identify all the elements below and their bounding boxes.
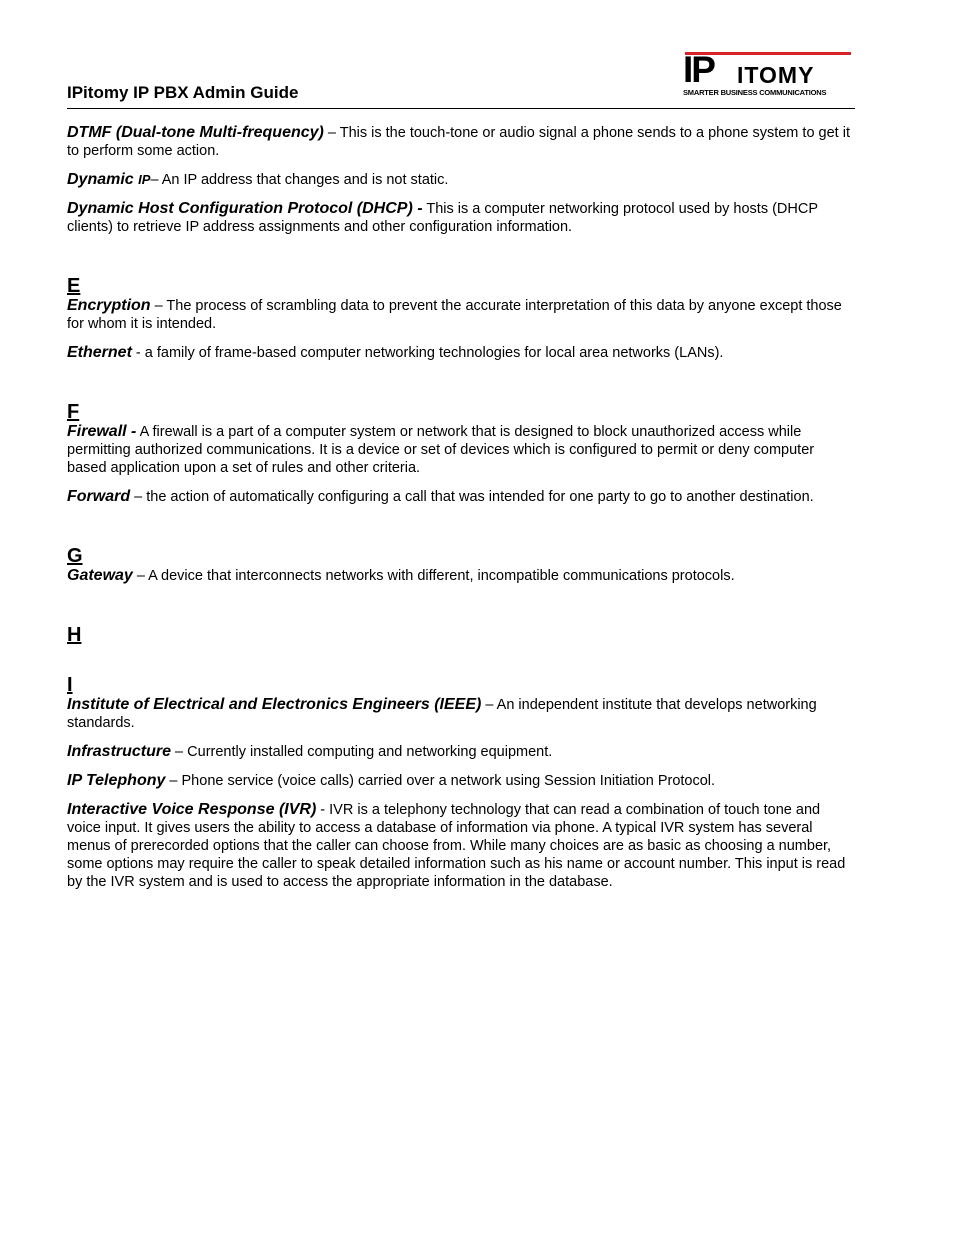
glossary-definition: An IP address that changes and is not static. (161, 172, 449, 188)
glossary-term: Ethernet (67, 344, 132, 361)
page-header (67, 48, 855, 109)
logo-itomy-text: ITOMY (737, 62, 815, 88)
section-letter-f: F (67, 401, 80, 423)
section-letter-h: H (67, 624, 82, 646)
glossary-definition: a family of frame-based computer networking technologies for local area networks (LANs). (144, 345, 724, 361)
glossary-definition: IVR is a telephony technology that can read a combination of touch tone and voice input. It gives users the ability to access a database of information via phone. A typical IVR system has several menus of prerecorded options that the caller can choose from. While many choices are as basic as choosing a number, some options may require the caller to speak detailed information such as his name or account number. This input is read by the IVR system and is used to access the appropriate information in the database. (67, 802, 846, 890)
glossary-term: Interactive Voice Response (IVR) (67, 801, 317, 818)
glossary-entry-ethernet: Ethernet - a family of frame-based computer networking technologies for local area networks (LANs). (67, 344, 724, 361)
glossary-term: Dynamic Host Configuration Protocol (DHCP) - (67, 200, 423, 217)
section-letter-i: I (67, 674, 73, 696)
glossary-entry-forward: Forward – the action of automatically configuring a call that was intended for one party to go to another destination. (67, 488, 814, 505)
glossary-definition: the action of automatically configuring a call that was intended for one party to go to another destination. (146, 489, 814, 505)
glossary-term: Firewall - (67, 423, 137, 440)
glossary-term-suffix: IP (138, 172, 151, 187)
glossary-entry-gateway: Gateway – A device that interconnects networks with different, incompatible communications protocols. (67, 567, 735, 584)
section-gap (67, 373, 855, 401)
logo-ip-text: IP (683, 49, 714, 90)
glossary-definition: Phone service (voice calls) carried over a network using Session Initiation Protocol. (181, 773, 716, 789)
glossary-entry-ivr: Interactive Voice Response (IVR) - IVR is a telephony technology that can read a combination of touch tone and voice input. It gives users the ability to access a database of information via phone. A typical IVR system has several menus of prerecorded options that the caller can choose from. While many choices are as basic as choosing a number, some options may require the caller to speak detailed information such as his name or account number. This input is read by the IVR system and is used to access the appropriate information in the database. (67, 801, 846, 890)
glossary-definition: A firewall is a part of a computer system or network that is designed to block unauthorized access while permitting authorized communications. It is a device or set of devices which is configured to permit or deny computer based application upon a set of rules and other criteria. (67, 424, 815, 476)
glossary-term: Institute of Electrical and Electronics Engineers (IEEE) (67, 696, 482, 713)
glossary-entry-firewall (67, 423, 855, 477)
section-gap (67, 646, 855, 674)
glossary-term: IP Telephony (67, 772, 166, 789)
glossary-term: DTMF (Dual-tone Multi-frequency) (67, 124, 324, 141)
section-letter-g: G (67, 545, 83, 567)
logo-tagline: SMARTER BUSINESS COMMUNICATIONS (683, 88, 827, 97)
glossary-definition: Currently installed computing and networking equipment. (187, 744, 553, 760)
section-gap (67, 517, 855, 545)
glossary-content (67, 124, 855, 902)
glossary-term: Encryption (67, 297, 151, 314)
glossary-entry-dynamic-ip: Dynamic IP– An IP address that changes and is not static. (67, 171, 449, 188)
glossary-term: Infrastructure (67, 743, 172, 760)
glossary-term: Forward (67, 488, 131, 505)
glossary-entry-encryption: Encryption – The process of scrambling data to prevent the accurate interpretation of this data by anyone except those for whom it is intended. (67, 297, 842, 332)
glossary-term: Dynamic (67, 171, 139, 188)
section-letter-e: E (67, 275, 81, 297)
glossary-definition: A device that interconnects networks with different, incompatible communications protocols. (148, 568, 735, 584)
glossary-definition: This is a computer networking protocol used by hosts (DHCP clients) to retrieve IP address assignments and other configuration information. (67, 201, 818, 235)
glossary-entry-infrastructure: Infrastructure – Currently installed computing and networking equipment. (67, 743, 553, 760)
glossary-definition: An independent institute that develops networking standards. (67, 697, 817, 731)
document-title: IPitomy IP PBX Admin Guide (67, 83, 299, 102)
glossary-definition: This is the touch-tone or audio signal a phone sends to a phone system to get it to perform some action. (67, 125, 850, 159)
glossary-entry-dhcp (67, 200, 855, 236)
section-gap (67, 247, 855, 275)
section-gap (67, 596, 855, 624)
glossary-term: Gateway (67, 567, 133, 584)
glossary-entry-ip-telephony: IP Telephony – Phone service (voice calls) carried over a network using Session Initiation Protocol. (67, 772, 716, 789)
glossary-entry-ieee: Institute of Electrical and Electronics Engineers (IEEE) – An independent institute that develops networking standards. (67, 696, 817, 731)
glossary-definition: The process of scrambling data to prevent the accurate interpretation of this data by anyone except those for whom it is intended. (67, 298, 842, 332)
ipitomy-logo (679, 50, 851, 98)
glossary-entry-dtmf: DTMF (Dual-tone Multi-frequency) – This is the touch-tone or audio signal a phone sends to a phone system to get it to perform some action. (67, 124, 850, 159)
